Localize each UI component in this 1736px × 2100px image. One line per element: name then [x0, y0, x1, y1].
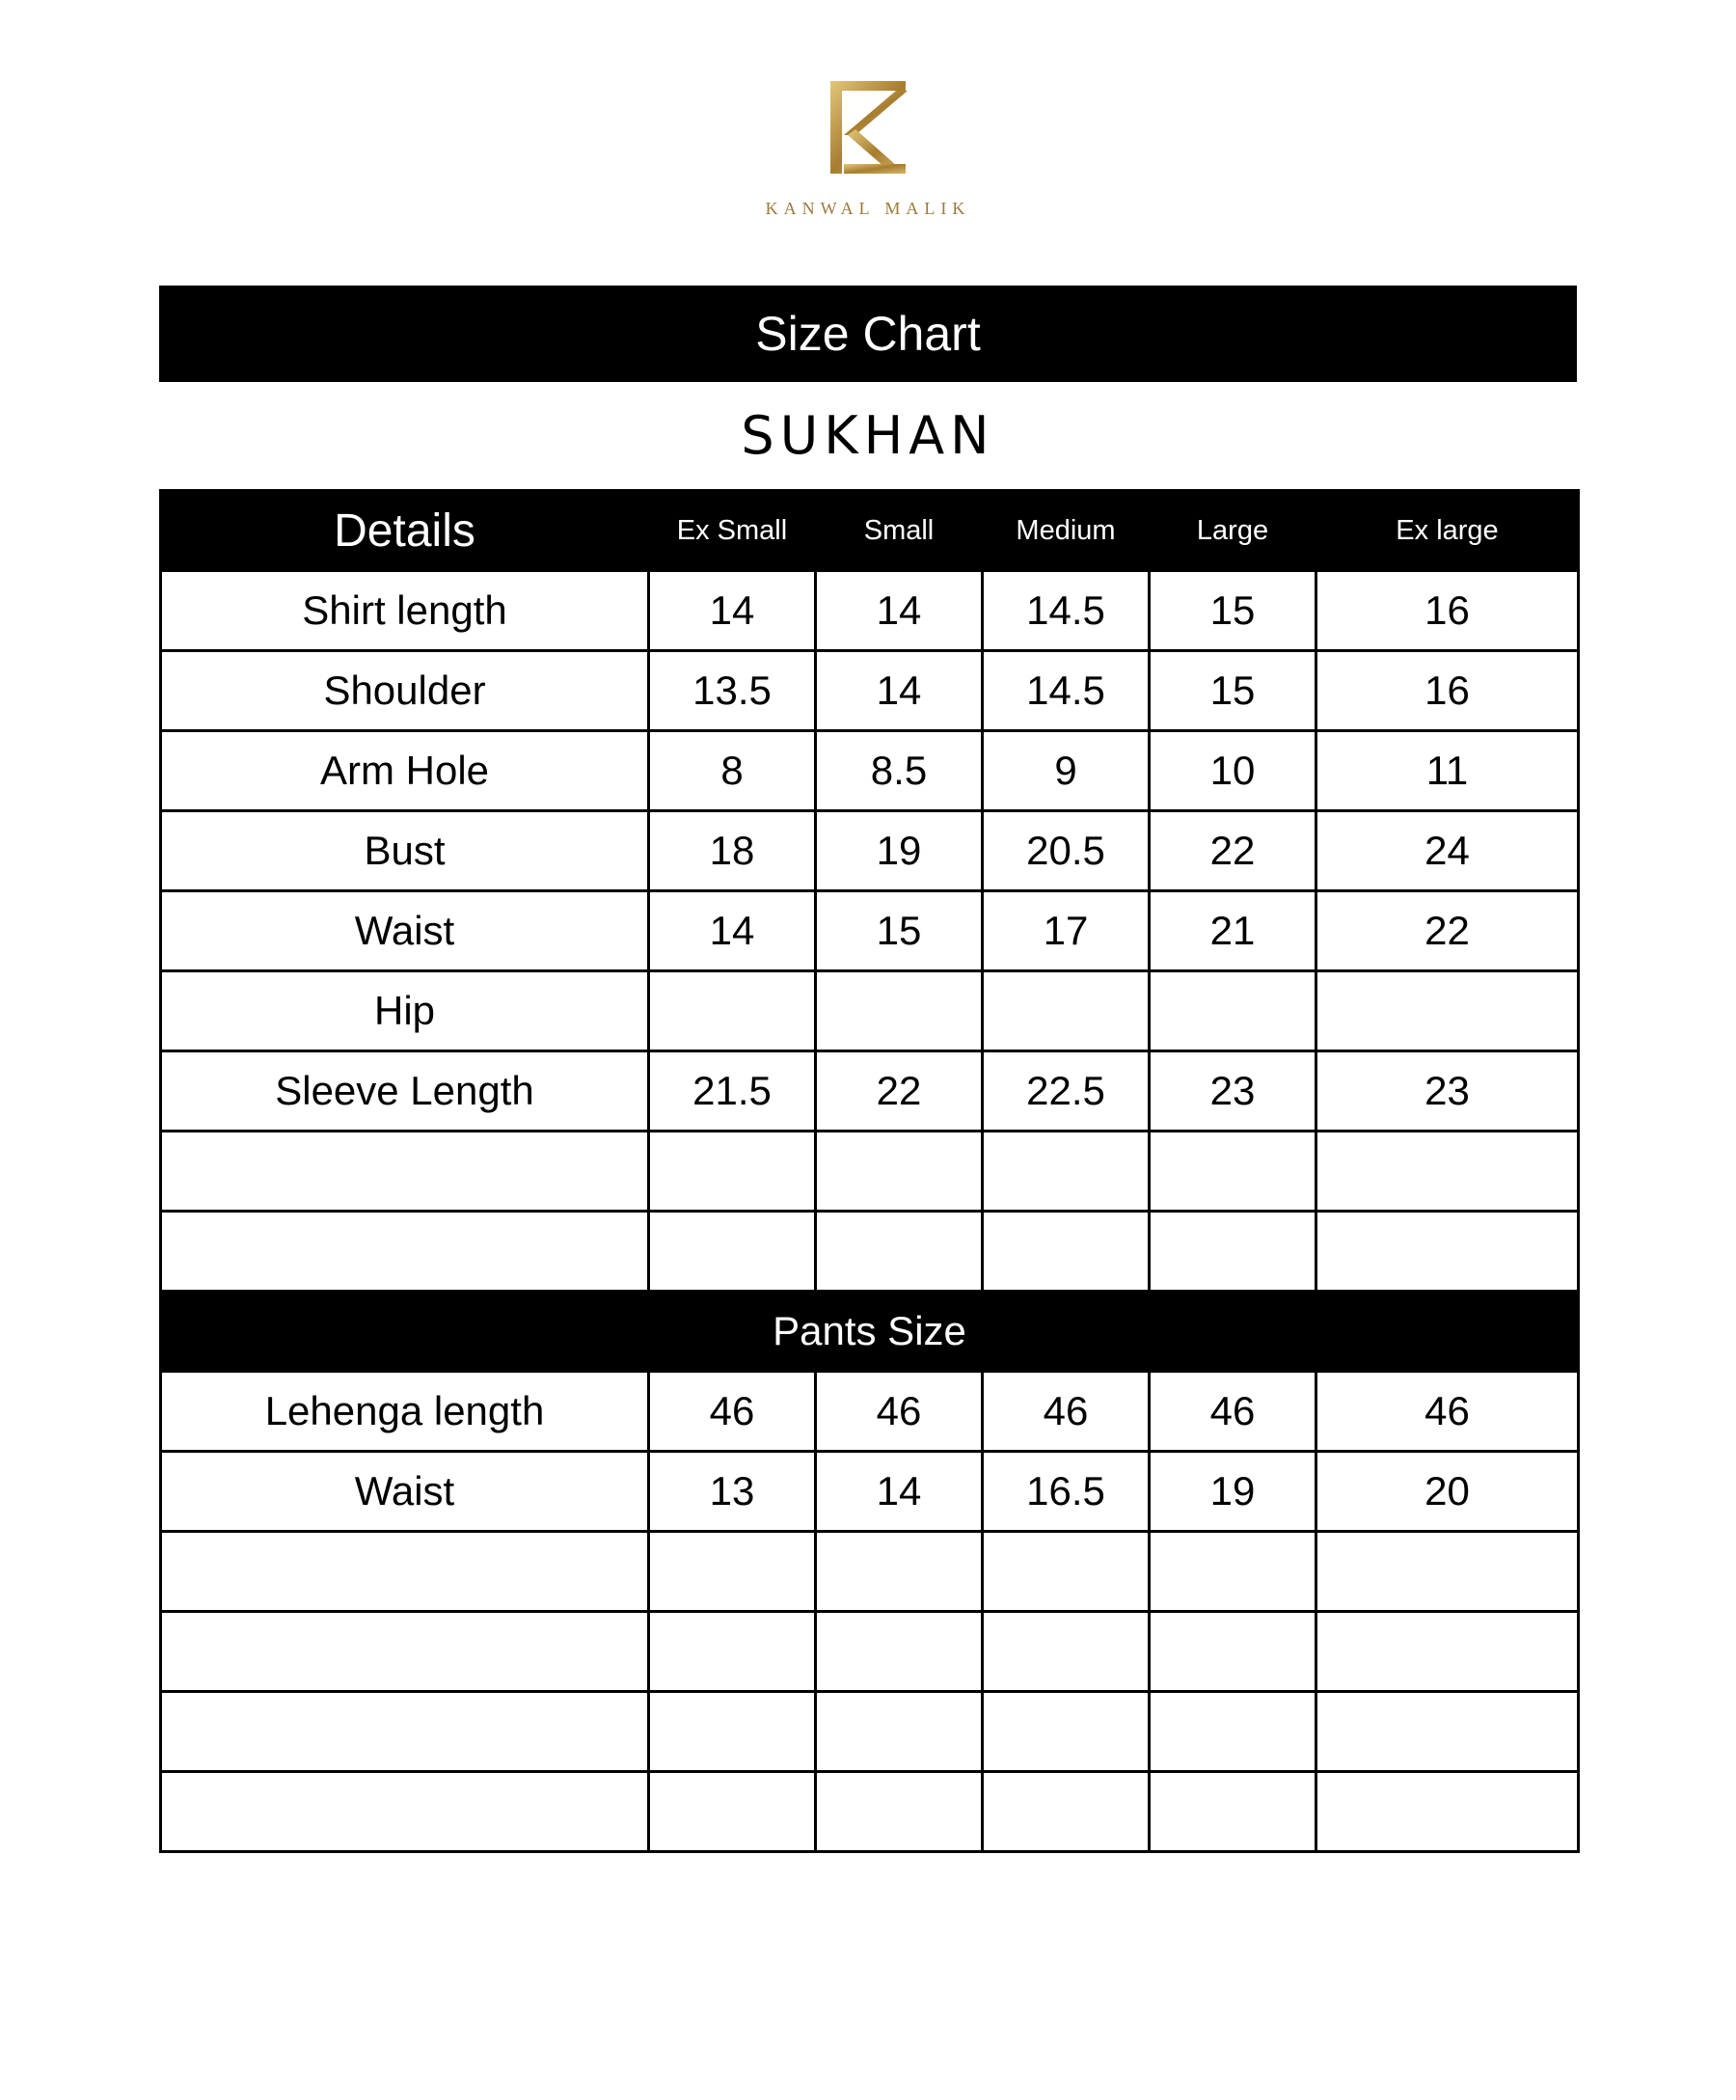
size-value-cell: [1316, 1212, 1579, 1292]
row-label: [161, 1212, 649, 1292]
size-value-cell: [1150, 1132, 1316, 1212]
size-value-cell: 46: [1150, 1372, 1316, 1452]
pants-section-title: Pants Size: [161, 1292, 1579, 1372]
size-value-cell: 9: [983, 731, 1150, 811]
size-value-cell: 23: [1316, 1051, 1579, 1132]
table-row: [161, 731, 1579, 811]
size-value-cell: 14.5: [983, 571, 1150, 651]
size-value-cell: 16.5: [983, 1452, 1150, 1532]
size-value-cell: [649, 1692, 816, 1772]
row-label: Lehenga length: [161, 1372, 649, 1452]
table-row: [161, 1212, 1579, 1292]
size-value-cell: 14: [816, 651, 983, 731]
header-size-xl: Ex large: [1316, 491, 1579, 571]
size-value-cell: [649, 1132, 816, 1212]
size-value-cell: 22.5: [983, 1051, 1150, 1132]
header-size-m: Medium: [983, 491, 1150, 571]
size-value-cell: 21: [1150, 891, 1316, 971]
size-value-cell: [1150, 1692, 1316, 1772]
size-value-cell: 24: [1316, 811, 1579, 891]
size-value-cell: [1150, 1612, 1316, 1692]
size-value-cell: 21.5: [649, 1051, 816, 1132]
row-label: Bust: [161, 811, 649, 891]
size-value-cell: [816, 1692, 983, 1772]
header-size-xs: Ex Small: [649, 491, 816, 571]
table-row: [161, 891, 1579, 971]
size-value-cell: [1316, 1692, 1579, 1772]
row-label: [161, 1692, 649, 1772]
table-row: [161, 571, 1579, 651]
size-value-cell: [983, 1612, 1150, 1692]
row-label: Shoulder: [161, 651, 649, 731]
size-value-cell: [816, 971, 983, 1051]
size-value-cell: 14: [816, 571, 983, 651]
size-value-cell: [983, 1772, 1150, 1852]
size-value-cell: [816, 1532, 983, 1612]
size-value-cell: 20: [1316, 1452, 1579, 1532]
size-value-cell: 22: [1150, 811, 1316, 891]
size-value-cell: [983, 1212, 1150, 1292]
size-value-cell: 13: [649, 1452, 816, 1532]
size-value-cell: [1316, 1532, 1579, 1612]
table-row: [161, 1532, 1579, 1612]
size-value-cell: 20.5: [983, 811, 1150, 891]
size-value-cell: 17: [983, 891, 1150, 971]
size-value-cell: 8: [649, 731, 816, 811]
size-value-cell: 13.5: [649, 651, 816, 731]
table-row: [161, 1452, 1579, 1532]
size-value-cell: [1150, 1212, 1316, 1292]
size-value-cell: [1316, 1772, 1579, 1852]
size-value-cell: 14: [649, 891, 816, 971]
size-value-cell: [649, 971, 816, 1051]
size-value-cell: 16: [1316, 571, 1579, 651]
header-size-l: Large: [1150, 491, 1316, 571]
size-value-cell: 10: [1150, 731, 1316, 811]
table-row: [161, 1372, 1579, 1452]
size-value-cell: 46: [649, 1372, 816, 1452]
row-label: Hip: [161, 971, 649, 1051]
table-row: [161, 651, 1579, 731]
size-value-cell: 19: [816, 811, 983, 891]
size-value-cell: [649, 1612, 816, 1692]
size-value-cell: [983, 971, 1150, 1051]
size-value-cell: [1150, 971, 1316, 1051]
row-label: Waist: [161, 891, 649, 971]
size-value-cell: 14: [649, 571, 816, 651]
size-value-cell: 46: [983, 1372, 1150, 1452]
header-size-s: Small: [816, 491, 983, 571]
product-name: SUKHAN: [741, 405, 995, 466]
table-row: [161, 1612, 1579, 1692]
table-row: [161, 811, 1579, 891]
table-row: [161, 1132, 1579, 1212]
size-value-cell: 46: [816, 1372, 983, 1452]
table-row: [161, 1772, 1579, 1852]
table-row: [161, 1692, 1579, 1772]
row-label: [161, 1132, 649, 1212]
size-value-cell: 15: [816, 891, 983, 971]
size-value-cell: [1316, 971, 1579, 1051]
header-details: Details: [161, 491, 649, 571]
size-value-cell: [1150, 1532, 1316, 1612]
row-label: Arm Hole: [161, 731, 649, 811]
pants-section-row: [161, 1292, 1579, 1372]
size-value-cell: [983, 1132, 1150, 1212]
size-value-cell: 46: [1316, 1372, 1579, 1452]
size-value-cell: [816, 1132, 983, 1212]
size-value-cell: [816, 1212, 983, 1292]
size-value-cell: 18: [649, 811, 816, 891]
km-monogram-icon: [825, 77, 911, 183]
size-value-cell: 8.5: [816, 731, 983, 811]
size-value-cell: 16: [1316, 651, 1579, 731]
row-label: [161, 1532, 649, 1612]
size-value-cell: [816, 1772, 983, 1852]
size-value-cell: 14.5: [983, 651, 1150, 731]
size-value-cell: [1316, 1132, 1579, 1212]
size-value-cell: 22: [816, 1051, 983, 1132]
size-value-cell: [649, 1532, 816, 1612]
row-label: Waist: [161, 1452, 649, 1532]
row-label: Shirt length: [161, 571, 649, 651]
chart-title-bar: [159, 286, 1577, 382]
chart-title: Size Chart: [755, 307, 981, 361]
header-row: [161, 491, 1579, 571]
size-value-cell: 15: [1150, 571, 1316, 651]
size-value-cell: [1316, 1612, 1579, 1692]
size-value-cell: 14: [816, 1452, 983, 1532]
size-value-cell: [1150, 1772, 1316, 1852]
size-value-cell: [649, 1772, 816, 1852]
brand-logo: [0, 77, 1736, 219]
size-table: [159, 489, 1580, 1853]
table-row: [161, 971, 1579, 1051]
size-value-cell: 22: [1316, 891, 1579, 971]
size-value-cell: 11: [1316, 731, 1579, 811]
size-value-cell: [983, 1532, 1150, 1612]
size-value-cell: 15: [1150, 651, 1316, 731]
size-value-cell: 23: [1150, 1051, 1316, 1132]
size-value-cell: [983, 1692, 1150, 1772]
size-value-cell: 19: [1150, 1452, 1316, 1532]
brand-name: KANWAL MALIK: [765, 199, 971, 218]
table-row: [161, 1051, 1579, 1132]
row-label: [161, 1772, 649, 1852]
row-label: [161, 1612, 649, 1692]
row-label: Sleeve Length: [161, 1051, 649, 1132]
size-value-cell: [649, 1212, 816, 1292]
size-value-cell: [816, 1612, 983, 1692]
